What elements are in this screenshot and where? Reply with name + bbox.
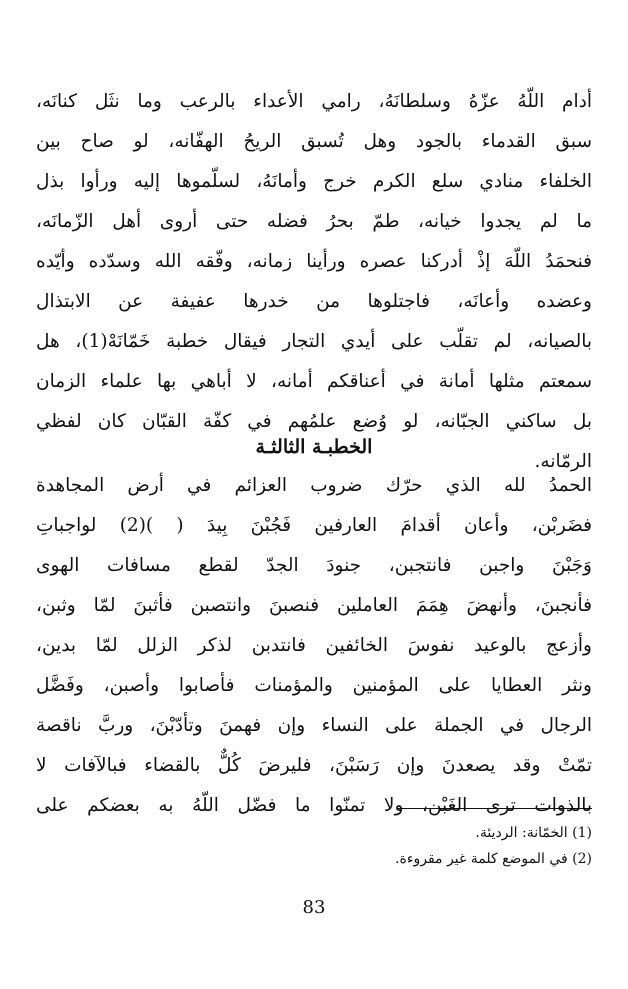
text-line: بالصيانه، لم تقلّب على أيدي التجار فيقال خطبة خَمّانَهْ(1)، هل (36, 331, 592, 352)
text-line: ما لم يجدوا خيانه، طمّ بحرُ فضله حتى أروى أهل الزّمانَه، (36, 211, 592, 232)
text-line: بل ساكني الجبّانه، لو وُضع علمُهم في كفّة القبّان كان لفظي (36, 411, 592, 432)
section-heading: الخطبـة الثالثـة (255, 436, 373, 458)
footnote-1: (1) الخمّانة: الرديئة. (475, 825, 592, 841)
text-line: بالذوات ترى الغَبْن، ولا تمنّوا ما فضّل اللّهُ به بعضكم على (36, 795, 592, 816)
text-line: الحمدُ لله الذي حرّك ضروب العزائم في أرض المجاهدة (36, 475, 592, 496)
text-line: ونثر العطايا على المؤمنين والمؤمنات فأصابوا وأصبن، وفَضَّل (36, 675, 592, 696)
text-line: الرجال في الجملة على النساء وإن فهمنَ وتأدّبْنَ، وربَّ ناقصة (36, 715, 592, 736)
text-line: فضَربْن، وأعان أقدامَ العارفين فَجُبْنَ بِيدَ ( )(2) لواجباتِ (36, 515, 592, 536)
text-line: أدام اللّهُ عزّهُ وسلطانَهُ، رامي الأعداء بالرعب وما نثَل كنانَه، (36, 91, 592, 112)
page-number: 83 (302, 897, 326, 918)
text-line: وَجَبْنَ واجبن فانتجبن، جنودَ الجدّ لقطع مسافات الهوى (36, 555, 592, 576)
paragraph-2 (36, 466, 592, 826)
text-line: وعضده وأعانَه، فاجتلوها من خدرها عفيفة عن الابتذال (36, 291, 592, 312)
text-line: وأزعج بالوعيد نفوسَ الخائفين فانتدبن لذكر الزلل لمّا بدين، (36, 635, 592, 656)
text-line: الرمّانه. (534, 451, 592, 472)
footnotes (280, 820, 592, 872)
text-line: سبق القدماء بالجود وهل تُسبق الريحُ الهفّانه، لو صاح بين (36, 131, 592, 152)
text-line: فأنجبنَ، وأنهضَ هِمَمَ العاملين فنصبنَ وانتصبن فأثبنَ لمّا وثبن، (36, 595, 592, 616)
text-line: تمّتْ وقد يصعدنَ وإن رَسَبْنَ، فليرضَ كُلٌّ بالقضاء فبالآفات لا (36, 755, 592, 776)
footnote-2: (2) في الموضع كلمة غير مقروءة. (395, 851, 592, 867)
text-line: الخلفاء منادي سلع الكرم خرج وأمانَهُ، لسلّموها إليه ورأوا بذل (36, 171, 592, 192)
text-line: سمعتم مثلها أمانة في أعناقكم أمانه، لا أباهي بها علماء الزمان (36, 371, 592, 392)
footnote-divider (398, 808, 592, 809)
paragraph-1 (36, 82, 592, 482)
text-line: فنحمَدُ اللّهَ إذْ أدركنا عصره ورأينا زمانه، وفّقه الله وسدّده وأيّده (36, 251, 592, 272)
